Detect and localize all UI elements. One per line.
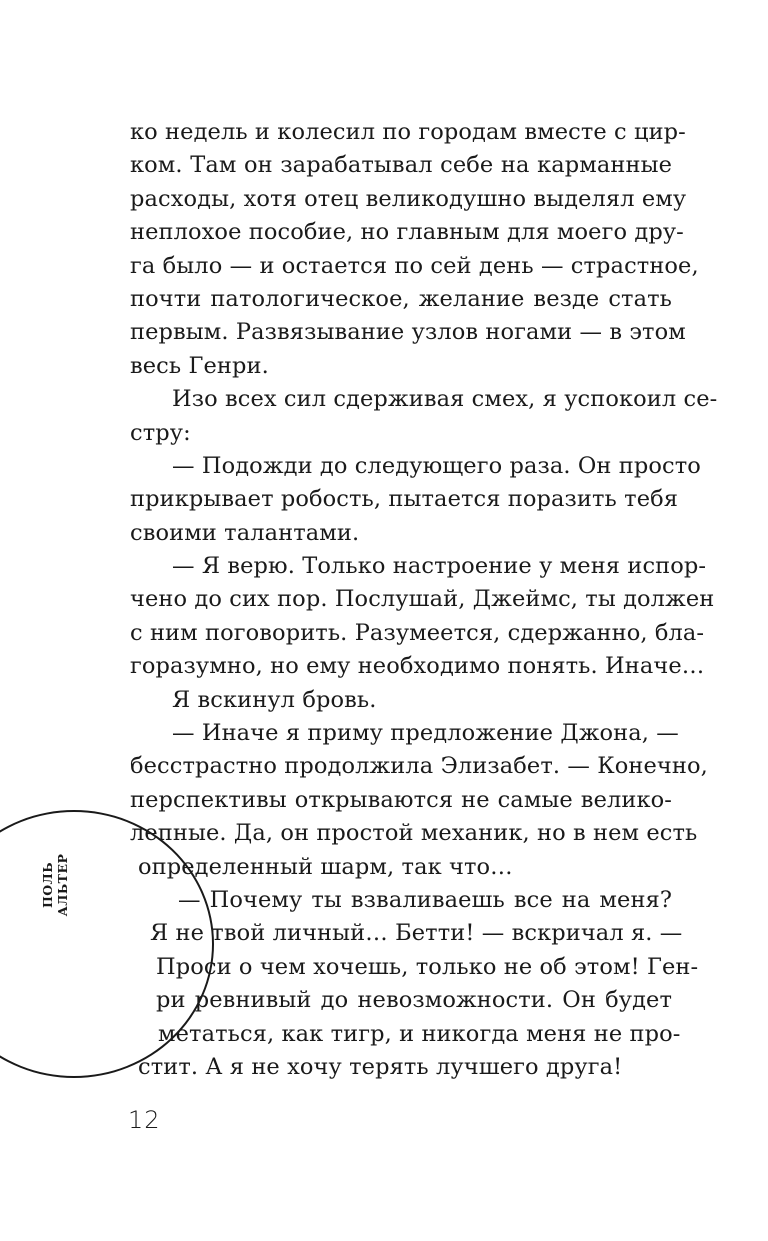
text-line: перспективы открываются не самые велико- bbox=[130, 786, 672, 813]
text-line: ком. Там он зарабатывал себе на карманные bbox=[130, 152, 672, 179]
text-line: чено до сих пор. Послушай, Джеймс, ты должен bbox=[130, 586, 715, 613]
text-line: почти патологическое, желание везде стать bbox=[130, 285, 672, 312]
text-line: стит. А я не хочу терять лучшего друга! bbox=[138, 1053, 623, 1080]
text-line: горазумно, но ему необходимо понять. Иначе… bbox=[130, 653, 705, 680]
text-line: весь Генри. bbox=[130, 352, 269, 379]
text-line: га было — и остается по сей день — страстное, bbox=[130, 252, 699, 279]
text-line: стру: bbox=[130, 419, 191, 446]
running-head-author bbox=[40, 815, 70, 955]
text-line: Я не твой личный… Бетти! — вскричал я. — bbox=[150, 920, 683, 947]
text-line: своими талантами. bbox=[130, 519, 360, 546]
text-line: — Почему ты взваливаешь все на меня? bbox=[178, 886, 672, 913]
text-line: ри ревнивый до невозможности. Он будет bbox=[156, 987, 672, 1014]
text-line: с ним поговорить. Разумеется, сдержанно, бла- bbox=[130, 619, 705, 646]
text-line: Я вскинул бровь. bbox=[172, 686, 377, 713]
text-line: — Подожди до следующего раза. Он просто bbox=[172, 452, 701, 479]
text-line: Изо всех сил сдерживая смех, я успокоил се- bbox=[172, 386, 718, 413]
text-line: ко недель и колесил по городам вместе с цир- bbox=[130, 119, 686, 145]
text-line: — Иначе я приму предложение Джона, — bbox=[172, 720, 679, 747]
page-number: 12 bbox=[128, 1106, 161, 1134]
text-line: первым. Развязывание узлов ногами — в этом bbox=[130, 319, 686, 346]
text-line: неплохое пособие, но главным для моего дру- bbox=[130, 219, 684, 246]
author-first-line: ПОЛЬ bbox=[40, 861, 55, 909]
text-line: — Я верю. Только настроение у меня испор- bbox=[172, 553, 707, 580]
text-line: метаться, как тигр, и никогда меня не про- bbox=[158, 1020, 681, 1047]
author-second-line: АЛЬТЕР bbox=[55, 853, 70, 917]
text-line: Проси о чем хочешь, только не об этом! Ген- bbox=[156, 953, 699, 980]
text-line: прикрывает робость, пытается поразить тебя bbox=[130, 486, 679, 513]
text-line: определенный шарм, так что… bbox=[138, 853, 513, 880]
text-line: бесстрастно продолжила Элизабет. — Конечно, bbox=[130, 753, 708, 780]
text-line: расходы, хотя отец великодушно выделял ему bbox=[130, 185, 687, 212]
text-line: лепные. Да, он простой механик, но в нем есть bbox=[130, 820, 698, 847]
